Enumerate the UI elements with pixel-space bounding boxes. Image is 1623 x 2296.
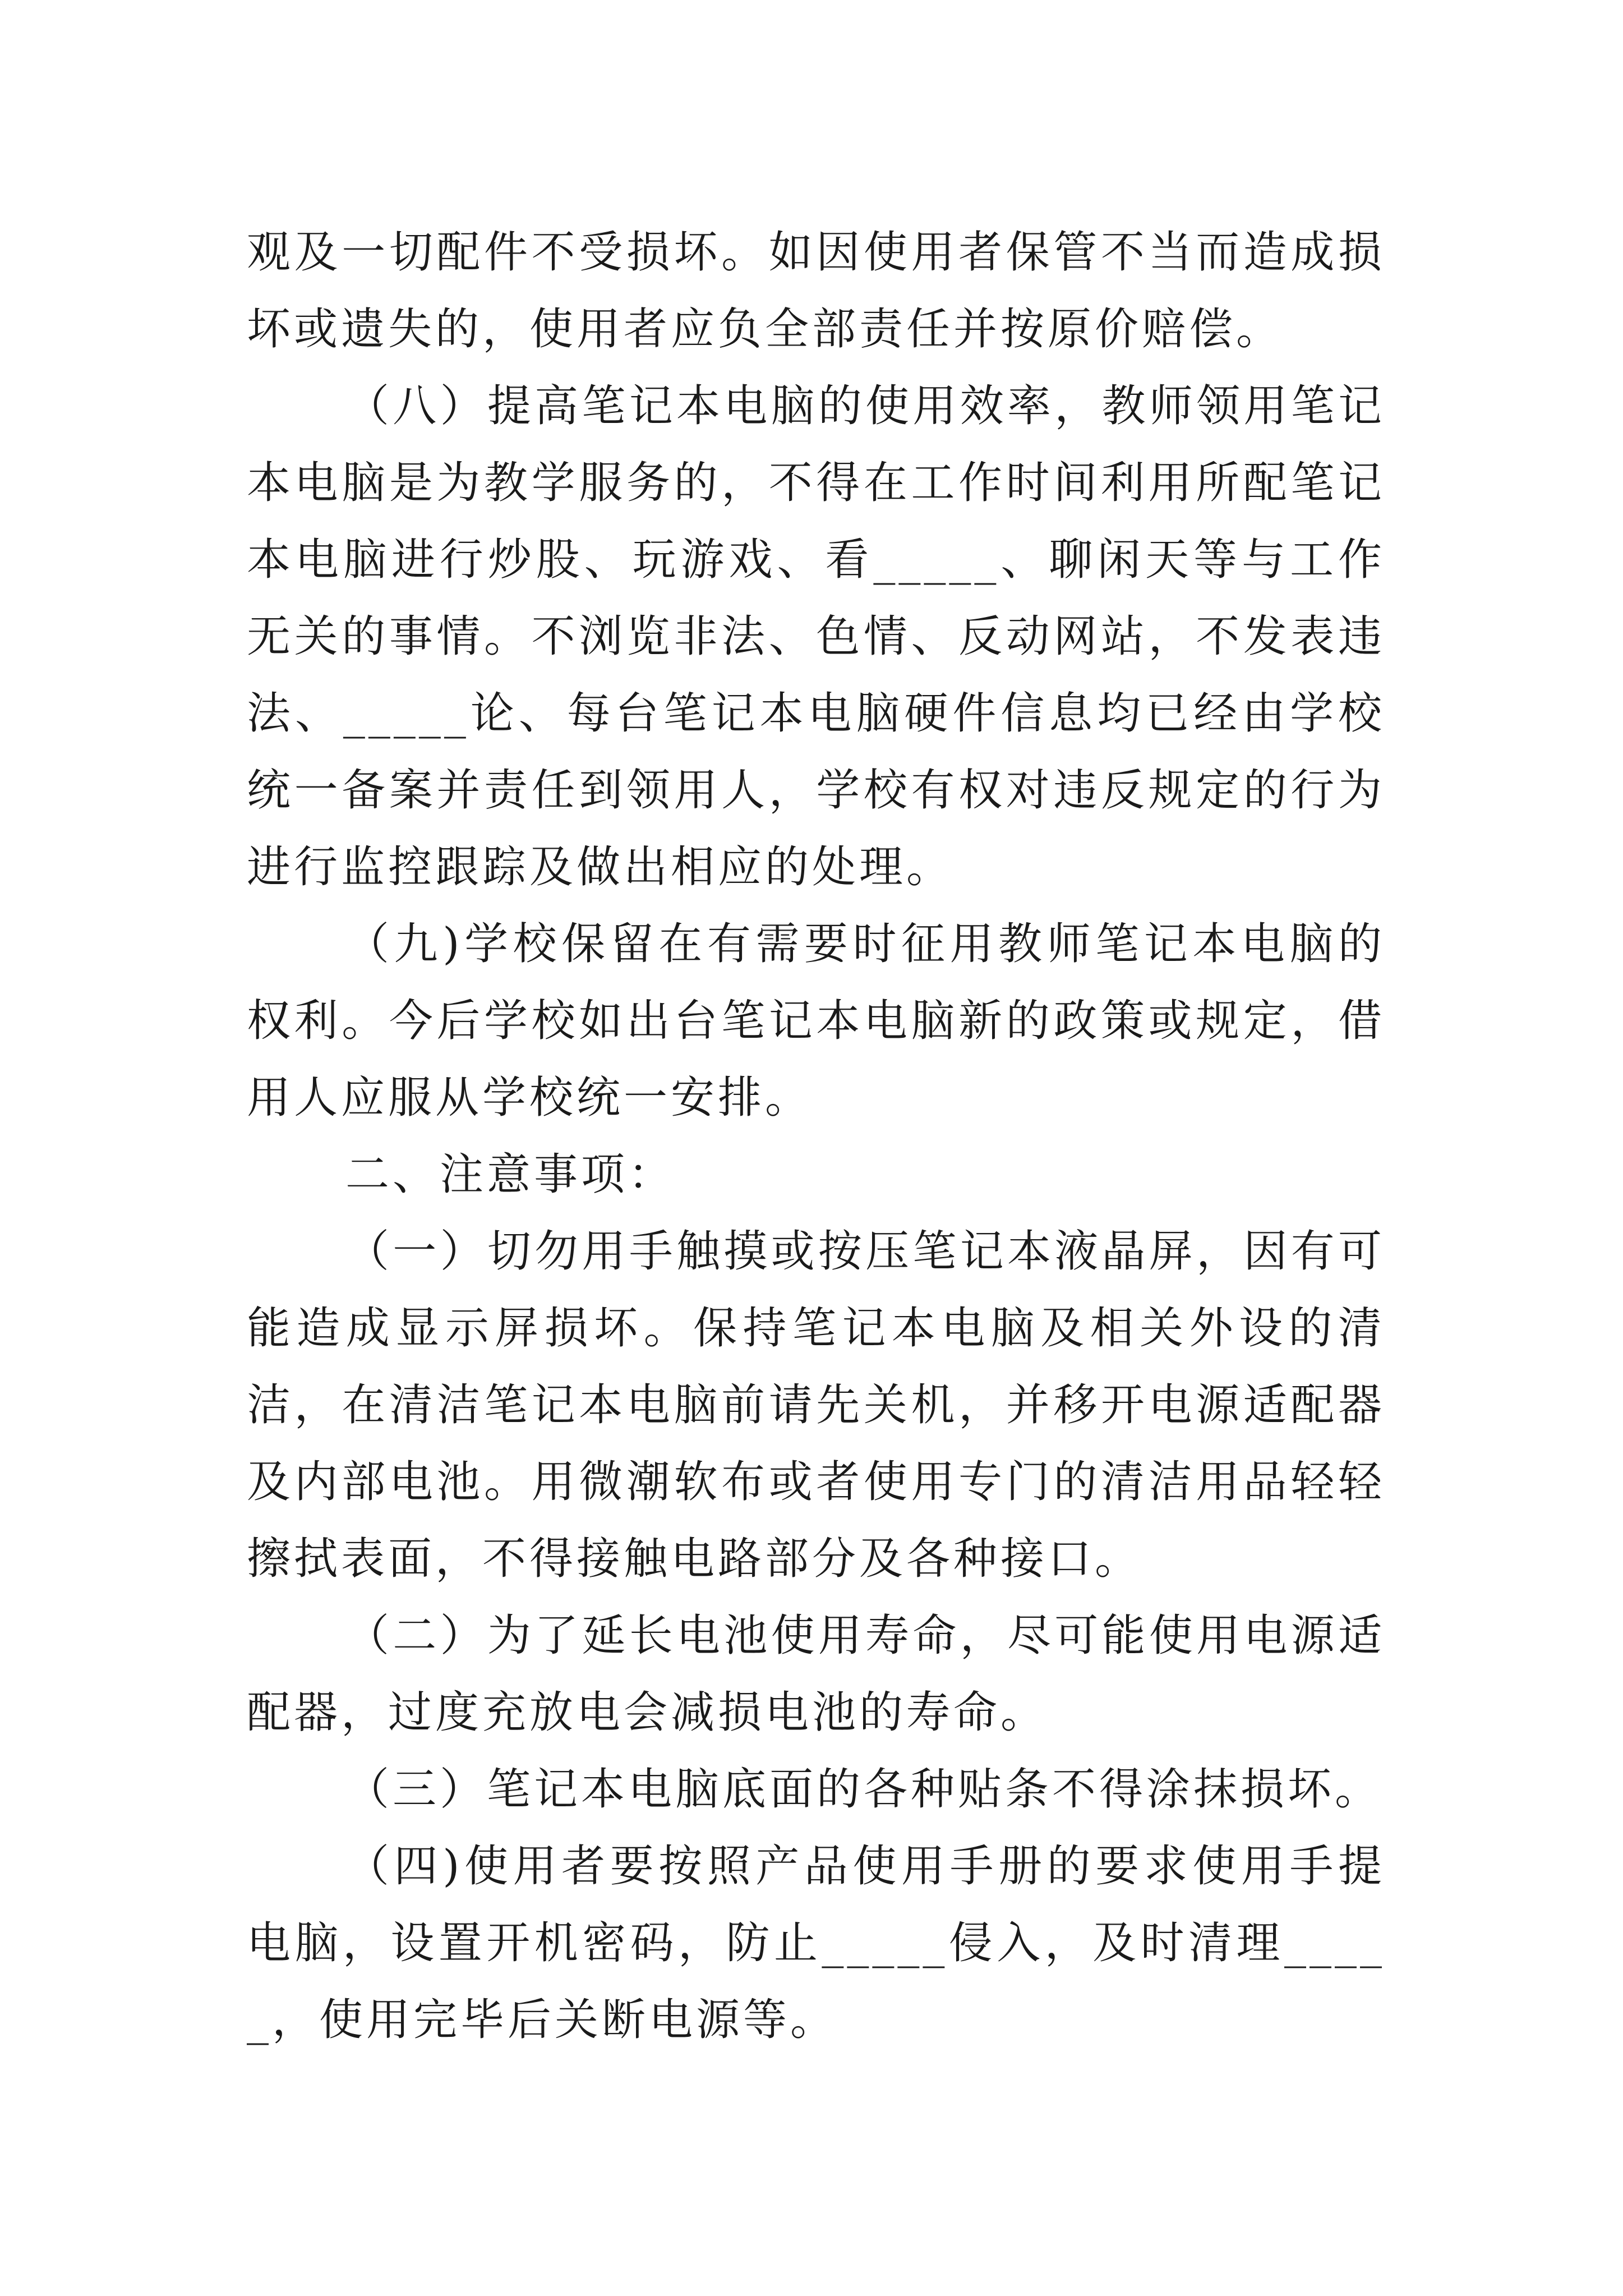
paragraph-precaution-1-screen-cleaning: （一）切勿用手触摸或按压笔记本液晶屏，因有可能造成显示屏损坏。保持笔记本电脑及相关外设的清洁，在清洁笔记本电脑前请先关机，并移开电源适配器及内部电池。用微潮软布或者使用专门的清洁用品轻轻擦拭表面，不得接触电路部分及各种接口。 <box>247 1226 1385 1584</box>
paragraph-precaution-2-battery: （二）为了延长电池使用寿命，尽可能使用电源适配器，过度充放电会减损电池的寿命。 <box>247 1611 1385 1738</box>
paragraph-accessory-damage: 观及一切配件不受损坏。如因使用者保管不当而造成损坏或遗失的，使用者应负全部责任并按原价赔偿。 <box>247 227 1385 355</box>
document-body <box>247 214 1385 2059</box>
paragraph-precaution-3-labels: （三）笔记本电脑底面的各种贴条不得涂抹损坏。 <box>345 1764 1382 1815</box>
paragraph-item-9-requisition: （九)学校保留在有需要时征用教师笔记本电脑的权利。今后学校如出台笔记本电脑新的政策或规定，借用人应服从学校统一安排。 <box>247 919 1385 1123</box>
paragraph-item-8-usage-efficiency: （八）提高笔记本电脑的使用效率，教师领用笔记本电脑是为教学服务的，不得在工作时间利用所配笔记本电脑进行炒股、玩游戏、看_____、聊闲天等与工作无关的事情。不浏览非法、色情、反动网站，不发表违法、_____论、每台笔记本电脑硬件信息均已经由学校统一备案并责任到领用人，学校有权对违反规定的行为进行监控跟踪及做出相应的处理。 <box>247 381 1385 892</box>
section-heading-precautions: 二、注意事项： <box>345 1149 676 1200</box>
paragraph-precaution-4-manual: （四)使用者要按照产品使用手册的要求使用手提电脑，设置开机密码，防止_____侵入，及时清理_____，使用完毕后关断电源等。 <box>247 1841 1385 2045</box>
